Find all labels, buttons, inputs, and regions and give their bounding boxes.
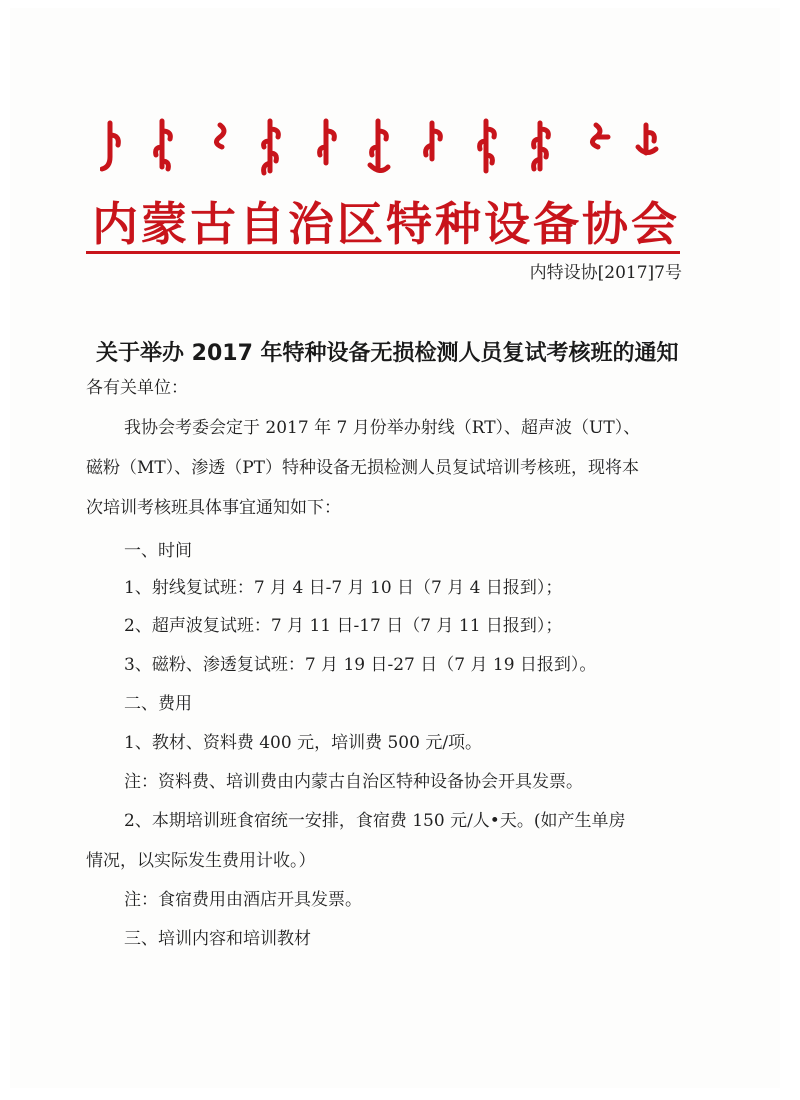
intro-line-2: 磁粉（MT）、渗透（PT）特种设备无损检测人员复试培训考核班，现将本 (86, 458, 640, 478)
fees-item-2-continued: 情况，以实际发生费用计收。） (86, 851, 316, 871)
fees-item-2: 2、本期培训班食宿统一安排，食宿费 150 元/人•天。(如产生单房 (124, 811, 626, 831)
organization-name: 内蒙古自治区特种设备协会 (92, 197, 680, 251)
section-heading-time: 一、时间 (124, 541, 192, 561)
salutation: 各有关单位： (86, 378, 188, 398)
notice-title: 关于举办 2017 年特种设备无损检测人员复试考核班的通知 (96, 341, 679, 366)
fees-note-2: 注：食宿费用由酒店开具发票。 (124, 890, 362, 910)
time-item-2: 2、超声波复试班：7 月 11 日-17 日（7 月 11 日报到）； (124, 616, 563, 636)
intro-line-1: 我协会考委会定于 2017 年 7 月份举办射线（RT）、超声波（UT）、 (124, 418, 641, 438)
document-number: 内特设协[2017]7号 (529, 263, 682, 283)
header-divider (86, 251, 680, 254)
mongolian-script-emblem (100, 117, 660, 179)
section-heading-fees: 二、费用 (124, 694, 192, 714)
time-item-3: 3、磁粉、渗透复试班：7 月 19 日-27 日（7 月 19 日报到）。 (124, 655, 597, 675)
fees-item-1: 1、教材、资料费 400 元，培训费 500 元/项。 (124, 733, 483, 753)
time-item-1: 1、射线复试班：7 月 4 日-7 月 10 日（7 月 4 日报到）； (124, 578, 563, 598)
section-heading-content: 三、培训内容和培训教材 (124, 929, 311, 949)
fees-note-1: 注：资料费、培训费由内蒙古自治区特种设备协会开具发票。 (124, 772, 583, 792)
intro-line-3: 次培训考核班具体事宜通知如下： (86, 498, 341, 518)
